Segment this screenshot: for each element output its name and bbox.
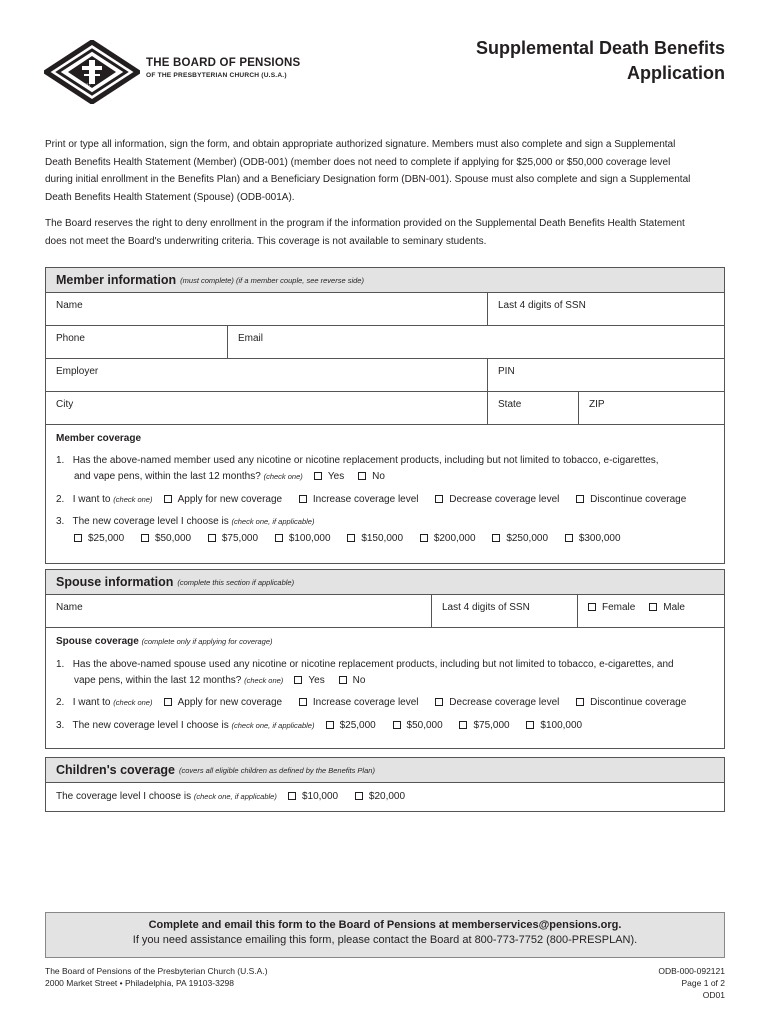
member-information-section <box>45 267 725 564</box>
option-label: Discontinue coverage <box>590 494 687 505</box>
intro-line: Death Benefits Health Statement (Member) (ODB-001) (member does not need to complete if applying for $25,000 or $50,000 coverage level <box>45 156 671 168</box>
address-line: The Board of Pensions of the Presbyterian Church (U.S.A.) <box>45 966 268 976</box>
level-label: $50,000 <box>154 533 192 544</box>
member-levels <box>74 533 635 544</box>
member-level-checkbox[interactable] <box>275 534 283 542</box>
spouse-q1-line2 <box>74 675 365 686</box>
q-hint: (check one) <box>113 698 153 707</box>
field-label: State <box>498 399 522 410</box>
spouse-level-checkbox[interactable] <box>326 721 334 729</box>
level-label: $25,000 <box>339 720 376 731</box>
intro-line: during initial enrollment in the Benefits Plan) and a Beneficiary Designation form (DBN-001). Spouse must also complete and sign a Supplemental <box>45 174 691 185</box>
submission-line-2: If you need assistance emailing this form, please contact the Board at 800-773-7752 (800-PRESPLAN). <box>132 934 638 946</box>
member-note: (must complete) (if a member couple, see reverse side) <box>180 275 364 285</box>
member-level-checkbox[interactable] <box>420 534 428 542</box>
member-row-name <box>46 293 724 326</box>
children-section-header <box>46 758 724 783</box>
level-label: $25,000 <box>88 533 125 544</box>
q-text: The new coverage level I choose is <box>72 516 229 527</box>
title-line-1: Supplemental Death Benefits <box>475 38 725 58</box>
level-label: $20,000 <box>368 791 406 802</box>
q-num: 2. <box>56 697 65 708</box>
option-label: Increase coverage level <box>312 697 419 708</box>
intro-line: Death Benefits Health Statement (Spouse) (ODB-001A). <box>45 191 295 203</box>
member-nicotine-no-checkbox[interactable] <box>358 472 366 480</box>
logo-year: 1717 <box>82 82 91 87</box>
member-level-checkbox[interactable] <box>208 534 216 542</box>
level-label: $150,000 <box>361 533 404 544</box>
member-zip-field[interactable] <box>579 392 724 424</box>
spouse-coverage-title-line <box>56 636 273 647</box>
page-number: Page 1 of 2 <box>681 978 725 988</box>
member-level-checkbox[interactable] <box>347 534 355 542</box>
level-label: $75,000 <box>473 720 510 731</box>
option-label: Male <box>663 602 685 613</box>
level-label: $200,000 <box>433 533 476 544</box>
member-apply-checkbox[interactable] <box>164 495 172 503</box>
option-label: Decrease coverage level <box>449 697 560 708</box>
q-text: vape pens, within the last 12 months? <box>74 675 242 686</box>
q-text: The new coverage level I choose is <box>72 720 229 731</box>
spouse-q2 <box>56 697 686 708</box>
q-hint: (check one, if applicable) <box>193 792 277 801</box>
level-label: $300,000 <box>578 533 621 544</box>
spouse-nicotine-no-checkbox[interactable] <box>339 676 347 684</box>
member-decrease-checkbox[interactable] <box>435 495 443 503</box>
option-label: Increase coverage level <box>312 494 419 505</box>
spouse-q3 <box>56 720 582 731</box>
spouse-increase-checkbox[interactable] <box>299 698 307 706</box>
spouse-coverage-note: (complete only if applying for coverage) <box>141 637 273 646</box>
spouse-coverage-title: Spouse coverage <box>56 636 139 647</box>
member-increase-checkbox[interactable] <box>299 495 307 503</box>
spouse-name-field[interactable] <box>46 595 432 627</box>
page-title <box>476 36 725 86</box>
q-hint: (check one) <box>244 676 284 685</box>
field-label: Phone <box>56 333 85 344</box>
field-label: ZIP <box>589 399 605 410</box>
q-text: and vape pens, within the last 12 months? <box>74 471 261 482</box>
level-label: $250,000 <box>506 533 549 544</box>
q-text: The coverage level I choose is <box>56 791 192 802</box>
children-note: (covers all eligible children as defined by the Benefits Plan) <box>179 765 375 775</box>
member-row-employer <box>46 359 724 392</box>
spouse-discontinue-checkbox[interactable] <box>576 698 584 706</box>
q-num: 1. <box>56 659 65 670</box>
member-coverage-block <box>46 425 724 563</box>
q-hint: (check one, if applicable) <box>231 517 315 526</box>
field-label: Name <box>56 300 83 311</box>
level-label: $100,000 <box>540 720 583 731</box>
q-text: Has the above-named spouse used any nicotine or nicotine replacement products, including but not limited to tobacco, e-cigarettes, and <box>72 659 674 670</box>
member-state-field[interactable] <box>488 392 579 424</box>
org-name: THE BOARD OF PENSIONS <box>146 57 301 69</box>
member-q2 <box>56 494 686 505</box>
q-hint: (check one) <box>263 472 303 481</box>
member-q1 <box>56 455 659 466</box>
member-pin-field[interactable] <box>488 359 724 391</box>
spouse-heading: Spouse information <box>56 575 174 589</box>
spouse-nicotine-yes-checkbox[interactable] <box>294 676 302 684</box>
spouse-male-checkbox[interactable] <box>649 603 657 611</box>
intro-line: does not meet the Board's underwriting criteria. This coverage is not available to seminary students. <box>45 235 487 247</box>
option-label: Female <box>602 602 636 613</box>
submission-instructions <box>45 912 725 958</box>
intro-line: Print or type all information, sign the form, and obtain appropriate authorized signature. Members must also complete and sign a Supplemental <box>45 139 676 150</box>
member-nicotine-yes-checkbox[interactable] <box>314 472 322 480</box>
option-label: Yes <box>308 675 325 686</box>
children-coverage-section <box>45 757 725 812</box>
spouse-level-checkbox[interactable] <box>526 721 534 729</box>
member-name-field[interactable] <box>46 293 488 325</box>
option-label: No <box>372 471 385 482</box>
option-label: Apply for new coverage <box>177 697 283 708</box>
member-email-field[interactable] <box>228 326 724 358</box>
q-num: 1. <box>56 455 65 466</box>
member-discontinue-checkbox[interactable] <box>576 495 584 503</box>
option-label: Apply for new coverage <box>177 494 283 505</box>
option-label: No <box>352 675 366 686</box>
level-label: $100,000 <box>288 533 331 544</box>
member-city-field[interactable] <box>46 392 488 424</box>
q-hint: (check one, if applicable) <box>231 721 315 730</box>
member-employer-field[interactable] <box>46 359 488 391</box>
spouse-level-checkbox[interactable] <box>459 721 467 729</box>
field-label: Employer <box>56 366 99 377</box>
q-num: 3. <box>56 720 65 731</box>
field-label: PIN <box>498 366 515 377</box>
option-label: Yes <box>327 471 345 482</box>
member-ssn-field[interactable] <box>488 293 724 325</box>
spouse-note: (complete this section if applicable) <box>177 577 295 587</box>
address-line: 2000 Market Street • Philadelphia, PA 19103-3298 <box>45 978 235 988</box>
q-text: Has the above-named member used any nicotine or nicotine replacement products, including but not limited to tobacco, e-cigarettes, <box>72 455 659 466</box>
form-code: ODB-000-092121 <box>658 966 725 976</box>
field-label: Last 4 digits of SSN <box>442 602 530 613</box>
member-section-header <box>46 268 724 293</box>
footer-address <box>45 965 268 989</box>
member-level-checkbox[interactable] <box>74 534 82 542</box>
level-label: $50,000 <box>406 720 443 731</box>
spouse-level-checkbox[interactable] <box>393 721 401 729</box>
intro-paragraph-1 <box>45 136 727 206</box>
option-label: Discontinue coverage <box>590 697 687 708</box>
spouse-q1 <box>56 659 674 670</box>
member-level-checkbox[interactable] <box>492 534 500 542</box>
children-level-checkbox[interactable] <box>355 792 363 800</box>
organization-logo <box>44 40 301 100</box>
member-q1-line2 <box>74 471 385 482</box>
presbyterian-seal-icon <box>44 40 140 104</box>
form-id: OD01 <box>702 990 725 1000</box>
spouse-row-name <box>46 595 724 628</box>
intro-line: The Board reserves the right to deny enrollment in the program if the information provided on the Supplemental Death Benefits Health Statement <box>45 218 685 229</box>
footer-form-info <box>658 965 725 1001</box>
org-subname: OF THE PRESBYTERIAN CHURCH (U.S.A.) <box>146 72 287 79</box>
spouse-decrease-checkbox[interactable] <box>435 698 443 706</box>
q-text: I want to <box>72 697 111 708</box>
q-text: I want to <box>72 494 111 505</box>
spouse-coverage-block <box>46 628 724 746</box>
q-hint: (check one) <box>113 495 153 504</box>
children-heading: Children's coverage <box>56 763 175 777</box>
member-row-address <box>46 392 724 425</box>
spouse-section-header <box>46 570 724 595</box>
member-heading: Member information <box>56 273 177 287</box>
option-label: Decrease coverage level <box>449 494 560 505</box>
spouse-female-checkbox[interactable] <box>588 603 596 611</box>
children-level-checkbox[interactable] <box>288 792 296 800</box>
title-line-2: Application <box>627 63 725 83</box>
member-coverage-title: Member coverage <box>56 433 142 444</box>
field-label: Name <box>56 602 83 613</box>
member-row-contact <box>46 326 724 359</box>
spouse-ssn-field[interactable] <box>432 595 578 627</box>
q-num: 2. <box>56 494 65 505</box>
member-phone-field[interactable] <box>46 326 228 358</box>
field-label: Last 4 digits of SSN <box>498 300 586 311</box>
intro-paragraph-2 <box>45 215 727 250</box>
field-label: Email <box>238 333 264 344</box>
member-level-checkbox[interactable] <box>141 534 149 542</box>
children-levels-line <box>56 791 419 802</box>
field-label: City <box>56 399 74 410</box>
member-q3 <box>56 516 314 527</box>
spouse-gender-field <box>578 595 724 627</box>
spouse-information-section <box>45 569 725 749</box>
submission-line-1: Complete and email this form to the Board of Pensions at memberservices@pensions.org. <box>148 919 622 931</box>
level-label: $10,000 <box>301 791 339 802</box>
member-level-checkbox[interactable] <box>565 534 573 542</box>
level-label: $75,000 <box>221 533 259 544</box>
q-num: 3. <box>56 516 65 527</box>
children-coverage-block <box>46 783 724 811</box>
spouse-apply-checkbox[interactable] <box>164 698 172 706</box>
